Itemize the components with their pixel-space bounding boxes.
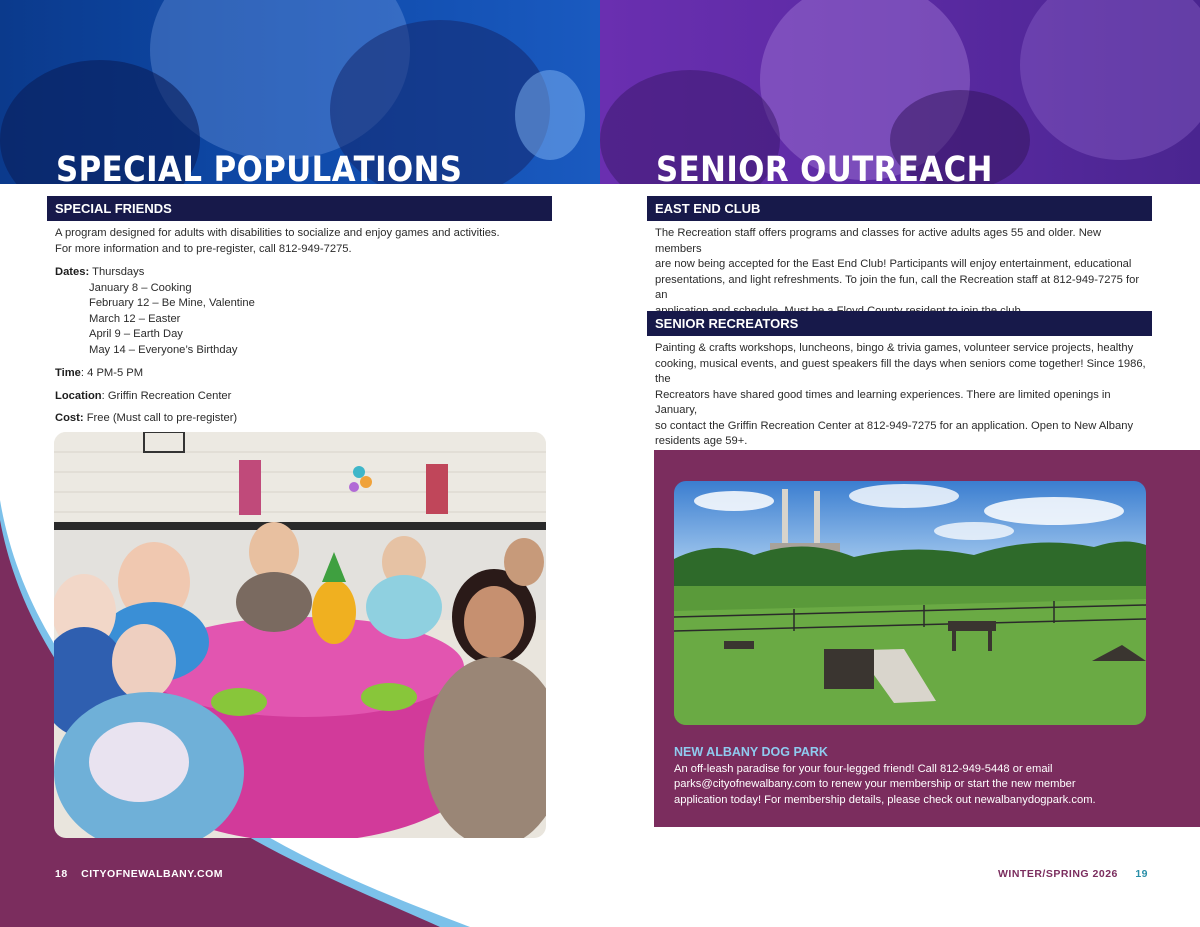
date-item: May 14 – Everyone’s Birthday bbox=[89, 343, 238, 356]
senior-recreators-body bbox=[655, 341, 1150, 450]
page-title-senior-outreach: SENIOR OUTREACH bbox=[656, 150, 993, 190]
east-end-line: The Recreation staff offers programs and classes for active adults ages 55 and older. New members bbox=[655, 227, 1102, 255]
special-friends-party-photo bbox=[54, 432, 546, 838]
east-end-line: are now being accepted for the East End Club! Participants will enjoy entertainment, educational bbox=[655, 258, 1132, 270]
time-row bbox=[55, 366, 550, 382]
dog-park-body bbox=[674, 745, 1144, 808]
dog-park-heading: NEW ALBANY DOG PARK bbox=[674, 745, 828, 759]
east-end-line: presentations, and light refreshments. To join the fun, call the Recreation staff at 812-949-7275 for an bbox=[655, 273, 1140, 301]
recreators-line: cooking, musical events, and guest speakers fill the days when seniors come together! Since 1986, the bbox=[655, 357, 1146, 385]
footer-right bbox=[998, 868, 1148, 888]
footer-website: CITYOFNEWALBANY.COM bbox=[81, 868, 224, 880]
special-friends-intro-line1: A program designed for adults with disabilities to socialize and enjoy games and activities. bbox=[55, 227, 500, 239]
dates-value: Thursdays bbox=[92, 266, 145, 278]
recreators-line: Recreators have shared good times and learning experiences. There are limited openings in January, bbox=[655, 388, 1111, 416]
recreators-line: so contact the Griffin Recreation Center at 812-949-7275 for an application. Open to New Albany bbox=[655, 419, 1134, 432]
dates-row bbox=[55, 265, 550, 281]
special-friends-intro-line2: For more information and to pre-register, call 812-949-7275. bbox=[55, 242, 352, 255]
dates-label: Dates: bbox=[55, 266, 90, 278]
page-title-special-populations: SPECIAL POPULATIONS bbox=[56, 150, 463, 190]
location-label: Location bbox=[55, 389, 102, 402]
date-item: March 12 – Easter bbox=[89, 312, 181, 325]
cost-row bbox=[55, 411, 550, 427]
date-item: April 9 – Earth Day bbox=[89, 328, 183, 340]
dog-park-photo bbox=[674, 481, 1146, 725]
footer-season: WINTER/SPRING 2026 bbox=[998, 868, 1118, 880]
recreators-line: residents age 59+. bbox=[655, 435, 748, 447]
footer-left bbox=[55, 868, 223, 888]
recreators-line: Painting & crafts workshops, luncheons, bingo & trivia games, volunteer service projects, healthy bbox=[655, 342, 1134, 354]
dog-park-line: parks@cityofnewalbany.com to renew your membership or start the new member bbox=[674, 778, 1076, 790]
senior-recreators-heading: SENIOR RECREATORS bbox=[647, 311, 1152, 336]
time-value: : 4 PM-5 PM bbox=[80, 367, 144, 379]
cost-label: Cost: bbox=[55, 412, 84, 424]
dog-park-line: An off-leash paradise for your four-legged friend! Call 812-949-5448 or email bbox=[674, 762, 1053, 775]
page-number-right: 19 bbox=[1135, 868, 1148, 880]
special-friends-body bbox=[55, 226, 550, 427]
location-value: : Griffin Recreation Center bbox=[101, 389, 232, 402]
cost-value: Free (Must call to pre-register) bbox=[83, 412, 238, 424]
date-item: January 8 – Cooking bbox=[89, 281, 192, 294]
dog-park-line: application today! For membership details, please check out newalbanydogpark.com. bbox=[674, 793, 1096, 806]
special-friends-heading: SPECIAL FRIENDS bbox=[47, 196, 552, 221]
east-end-club-heading: EAST END CLUB bbox=[647, 196, 1152, 221]
date-item: February 12 – Be Mine, Valentine bbox=[89, 297, 255, 309]
location-row bbox=[55, 389, 550, 405]
time-label: Time bbox=[55, 367, 81, 379]
east-end-club-body bbox=[655, 226, 1150, 319]
page-number-left: 18 bbox=[55, 868, 68, 880]
